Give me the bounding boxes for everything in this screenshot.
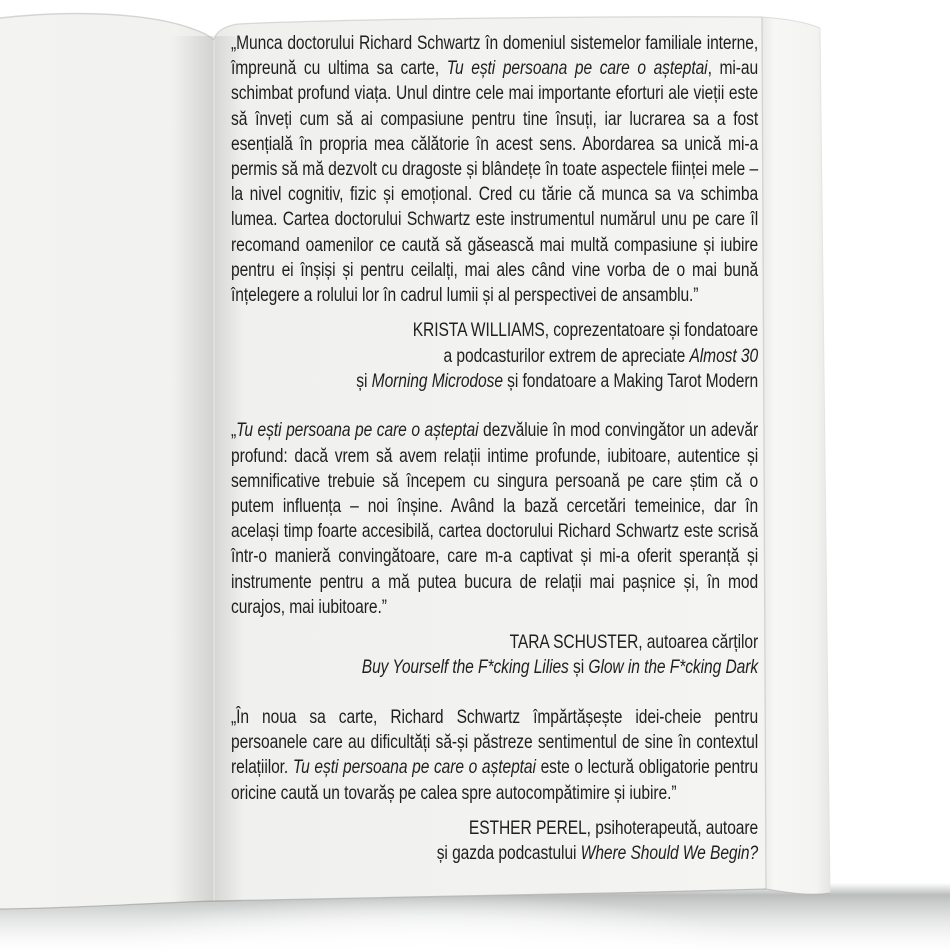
text-run: este o lectură obligatorie pentru oricine caută un tovarăș pe calea spre autocompătimire și iubire.” bbox=[231, 757, 759, 804]
italic-text-run: Glow in the F*cking Dark bbox=[588, 657, 759, 679]
testimonial-quote bbox=[231, 705, 758, 806]
right-page-text bbox=[231, 0, 758, 867]
attribution-line bbox=[231, 816, 758, 841]
text-run: „În noua sa carte, Richard Schwartz împărtășește idei-cheie pentru persoanele care au dificultăți să-și păstreze sentimentul de sine în contextul relațiilor. bbox=[231, 706, 759, 779]
attribution-line bbox=[231, 841, 758, 866]
italic-text-run: Morning Microdose bbox=[371, 371, 503, 393]
italic-text-run: Almost 30 bbox=[689, 345, 759, 367]
text-run: KRISTA WILLIAMS, coprezentatoare și fondatoare bbox=[412, 320, 759, 342]
gutter-shading-left bbox=[170, 36, 214, 902]
attribution-line bbox=[231, 344, 758, 369]
text-run: dezvăluie în mod convingător un adevăr profund: dacă vrem să avem relații intime profunde, iubitoare, autentice și semnificative trebuie să începem cu singura persoană pe care știm că o putem influența – noi înșine. Având la bază cercetări temeinice, dar în același timp foarte accesibilă, cartea doctorului Richard Schwartz este scrisă într-o manieră convingătoare, care m-a captivat și mi-a oferit speranță și instrumente pentru a mă putea bucura de relații mai pașnice și, în mod curajos, mai iubitoare.” bbox=[231, 420, 759, 618]
italic-text-run: Buy Yourself the F*cking Lilies bbox=[361, 657, 569, 679]
attribution-line bbox=[231, 630, 758, 655]
text-run: ESTHER PEREL, psihoterapeută, autoare bbox=[468, 817, 759, 839]
attribution-line bbox=[231, 655, 758, 680]
testimonial-attribution bbox=[231, 630, 758, 681]
text-run: „ bbox=[231, 420, 237, 442]
italic-text-run: Tu ești persoana pe care o așteptai bbox=[236, 420, 479, 442]
text-run: a podcasturilor extrem de apreciate bbox=[443, 345, 690, 367]
text-run: și bbox=[356, 371, 372, 393]
testimonial-quote bbox=[231, 418, 758, 620]
testimonial-attribution bbox=[231, 318, 758, 394]
text-run: și fondatoare a Making Tarot Modern bbox=[502, 371, 759, 393]
text-run: TARA SCHUSTER, autoarea cărților bbox=[509, 632, 759, 654]
testimonials bbox=[231, 31, 758, 867]
attribution-line bbox=[231, 369, 758, 394]
text-run: , mi-au schimbat profund viața. Unul dintre cele mai importante eforturi ale vieții este să înveți cum să ai compasiune pentru tine însuți, iar lucrarea sa a fost esențială în propria mea călătorie în acest sens. Abordarea sa unică mi-a permis să mă dezvolt cu dragoste și blândețe în toate aspectele ființei mele – la nivel cognitiv, fizic și emoțional. Cred cu tărie că munca sa va schimba lumea. Cartea doctorului Schwartz este instrumentul numărul unu pe care îl recomand oamenilor ce caută să găsească mai multă compasiune și iubire pentru ei înșiși și pentru ceilalți, mai ales când vine vorba de o mai bună înțelegere a rolului lor în cadrul lumii și al perspectivei de ansamblu.” bbox=[231, 58, 759, 307]
italic-text-run: Tu ești persoana pe care o așteptai bbox=[292, 757, 536, 779]
attribution-line bbox=[231, 318, 758, 343]
fore-edge bbox=[762, 17, 830, 894]
testimonial-attribution bbox=[231, 816, 758, 867]
text-run: „Munca doctorului Richard Schwartz în domeniul sistemelor familiale interne, împreună cu ultima sa carte, bbox=[231, 33, 759, 80]
testimonial-quote bbox=[231, 31, 758, 308]
italic-text-run: Where Should We Begin? bbox=[580, 843, 759, 865]
text-run: și bbox=[568, 657, 589, 679]
italic-text-run: Tu ești persoana pe care o așteptai bbox=[446, 58, 708, 80]
text-run: și gazda podcastului bbox=[436, 843, 581, 865]
